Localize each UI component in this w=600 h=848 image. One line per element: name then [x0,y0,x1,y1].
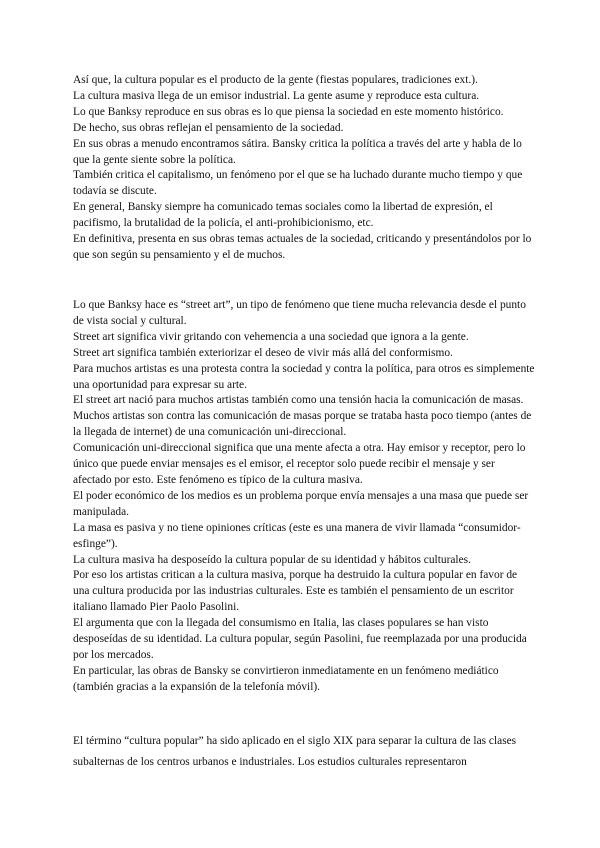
paragraph: Lo que Banksy hace es “street art”, un tipo de fenómeno que tiene mucha relevancia desde el punto de vista social y cultural. [73,299,526,327]
text-section-3 [73,731,535,772]
paragraph: El poder económico de los medios es un problema porque envía mensajes a una masa que puede ser manipulada. [73,489,529,518]
text-section-2 [73,298,535,696]
text-section-1 [73,73,535,264]
paragraph: De hecho, sus obras reflejan el pensamiento de la sociedad. [73,121,344,134]
paragraph: Street art significa vivir gritando con vehemencia a una sociedad que ignora a la gente. [73,330,469,343]
paragraph: Street art significa también exteriorizar el deseo de vivir más allá del conformismo. [73,346,453,359]
paragraph: Por eso los artistas critican a la cultura masiva, porque ha destruido la cultura popular en favor de una cultura producida por las industrias culturales. Este es también el pensamiento de un escritor italiano llamado Pier Paolo Pasolini. [73,569,518,614]
paragraph: Lo que Banksy reproduce en sus obras es lo que piensa la sociedad en este momento histórico. [73,105,504,118]
paragraph: En definitiva, presenta en sus obras temas actuales de la sociedad, criticando y presentándolos por lo que son según su pensamiento y el de muchos. [73,233,532,261]
paragraph: El street art nació para muchos artistas también como una tensión hacia la comunicación de masas. [73,394,524,407]
paragraph: El argumenta que con la llegada del consumismo en Italia, las clases populares se han visto desposeídas de su identidad. La cultura popular, según Pasolini, fue reemplazada por una producida por los mercados. [73,617,527,661]
paragraph: Comunicación uni-direccional significa que una mente afecta a otra. Hay emisor y receptor, pero lo único que puede enviar mensajes es el emisor, el receptor solo puede recibir el mensaje y ser afectado por esto. Este fenómeno es típico de la cultura masiva. [73,442,526,486]
paragraph: La cultura masiva llega de un emisor industrial. La gente asume y reproduce esta cultura. [73,89,480,102]
paragraph: Muchos artistas son contra las comunicación de masas porque se trataba hasta poco tiempo (antes de la llegada de internet) de una comunicación uni-direccional. [73,410,532,439]
paragraph: Para muchos artistas es una protesta contra la sociedad y contra la política, para otros es simplemente una oportunidad para expresar su arte. [73,362,535,391]
paragraph: El término “cultura popular” ha sido aplicado en el siglo XIX para separar la cultura de las clases subalternas de los centros urbanos e industriales. Los estudios culturales representaron [73,735,517,768]
paragraph: En general, Bansky siempre ha comunicado temas sociales como la libertad de expresión, el pacifismo, la brutalidad de la policía, el anti-prohibicionismo, etc. [73,201,493,230]
paragraph: También critica el capitalismo, un fenómeno por el que se ha luchado durante mucho tiempo y que todavía se discute. [73,169,523,198]
paragraph: En sus obras a menudo encontramos sátira. Bansky critica la política a través del arte y habla de lo que la gente siente sobre la política. [73,137,522,166]
paragraph: Así que, la cultura popular es el producto de la gente (fiestas populares, tradiciones ext.). [73,74,478,86]
paragraph: En particular, las obras de Bansky se convirtieron inmediatamente en un fenómeno mediático (también gracias a la expansión de la telefonía móvil). [73,664,499,693]
paragraph: La cultura masiva ha desposeído la cultura popular de su identidad y hábitos culturales. [73,553,471,566]
paragraph: La masa es pasiva y no tiene opiniones críticas (este es una manera de vivir llamada “consumidor-esfinge”). [73,521,521,550]
